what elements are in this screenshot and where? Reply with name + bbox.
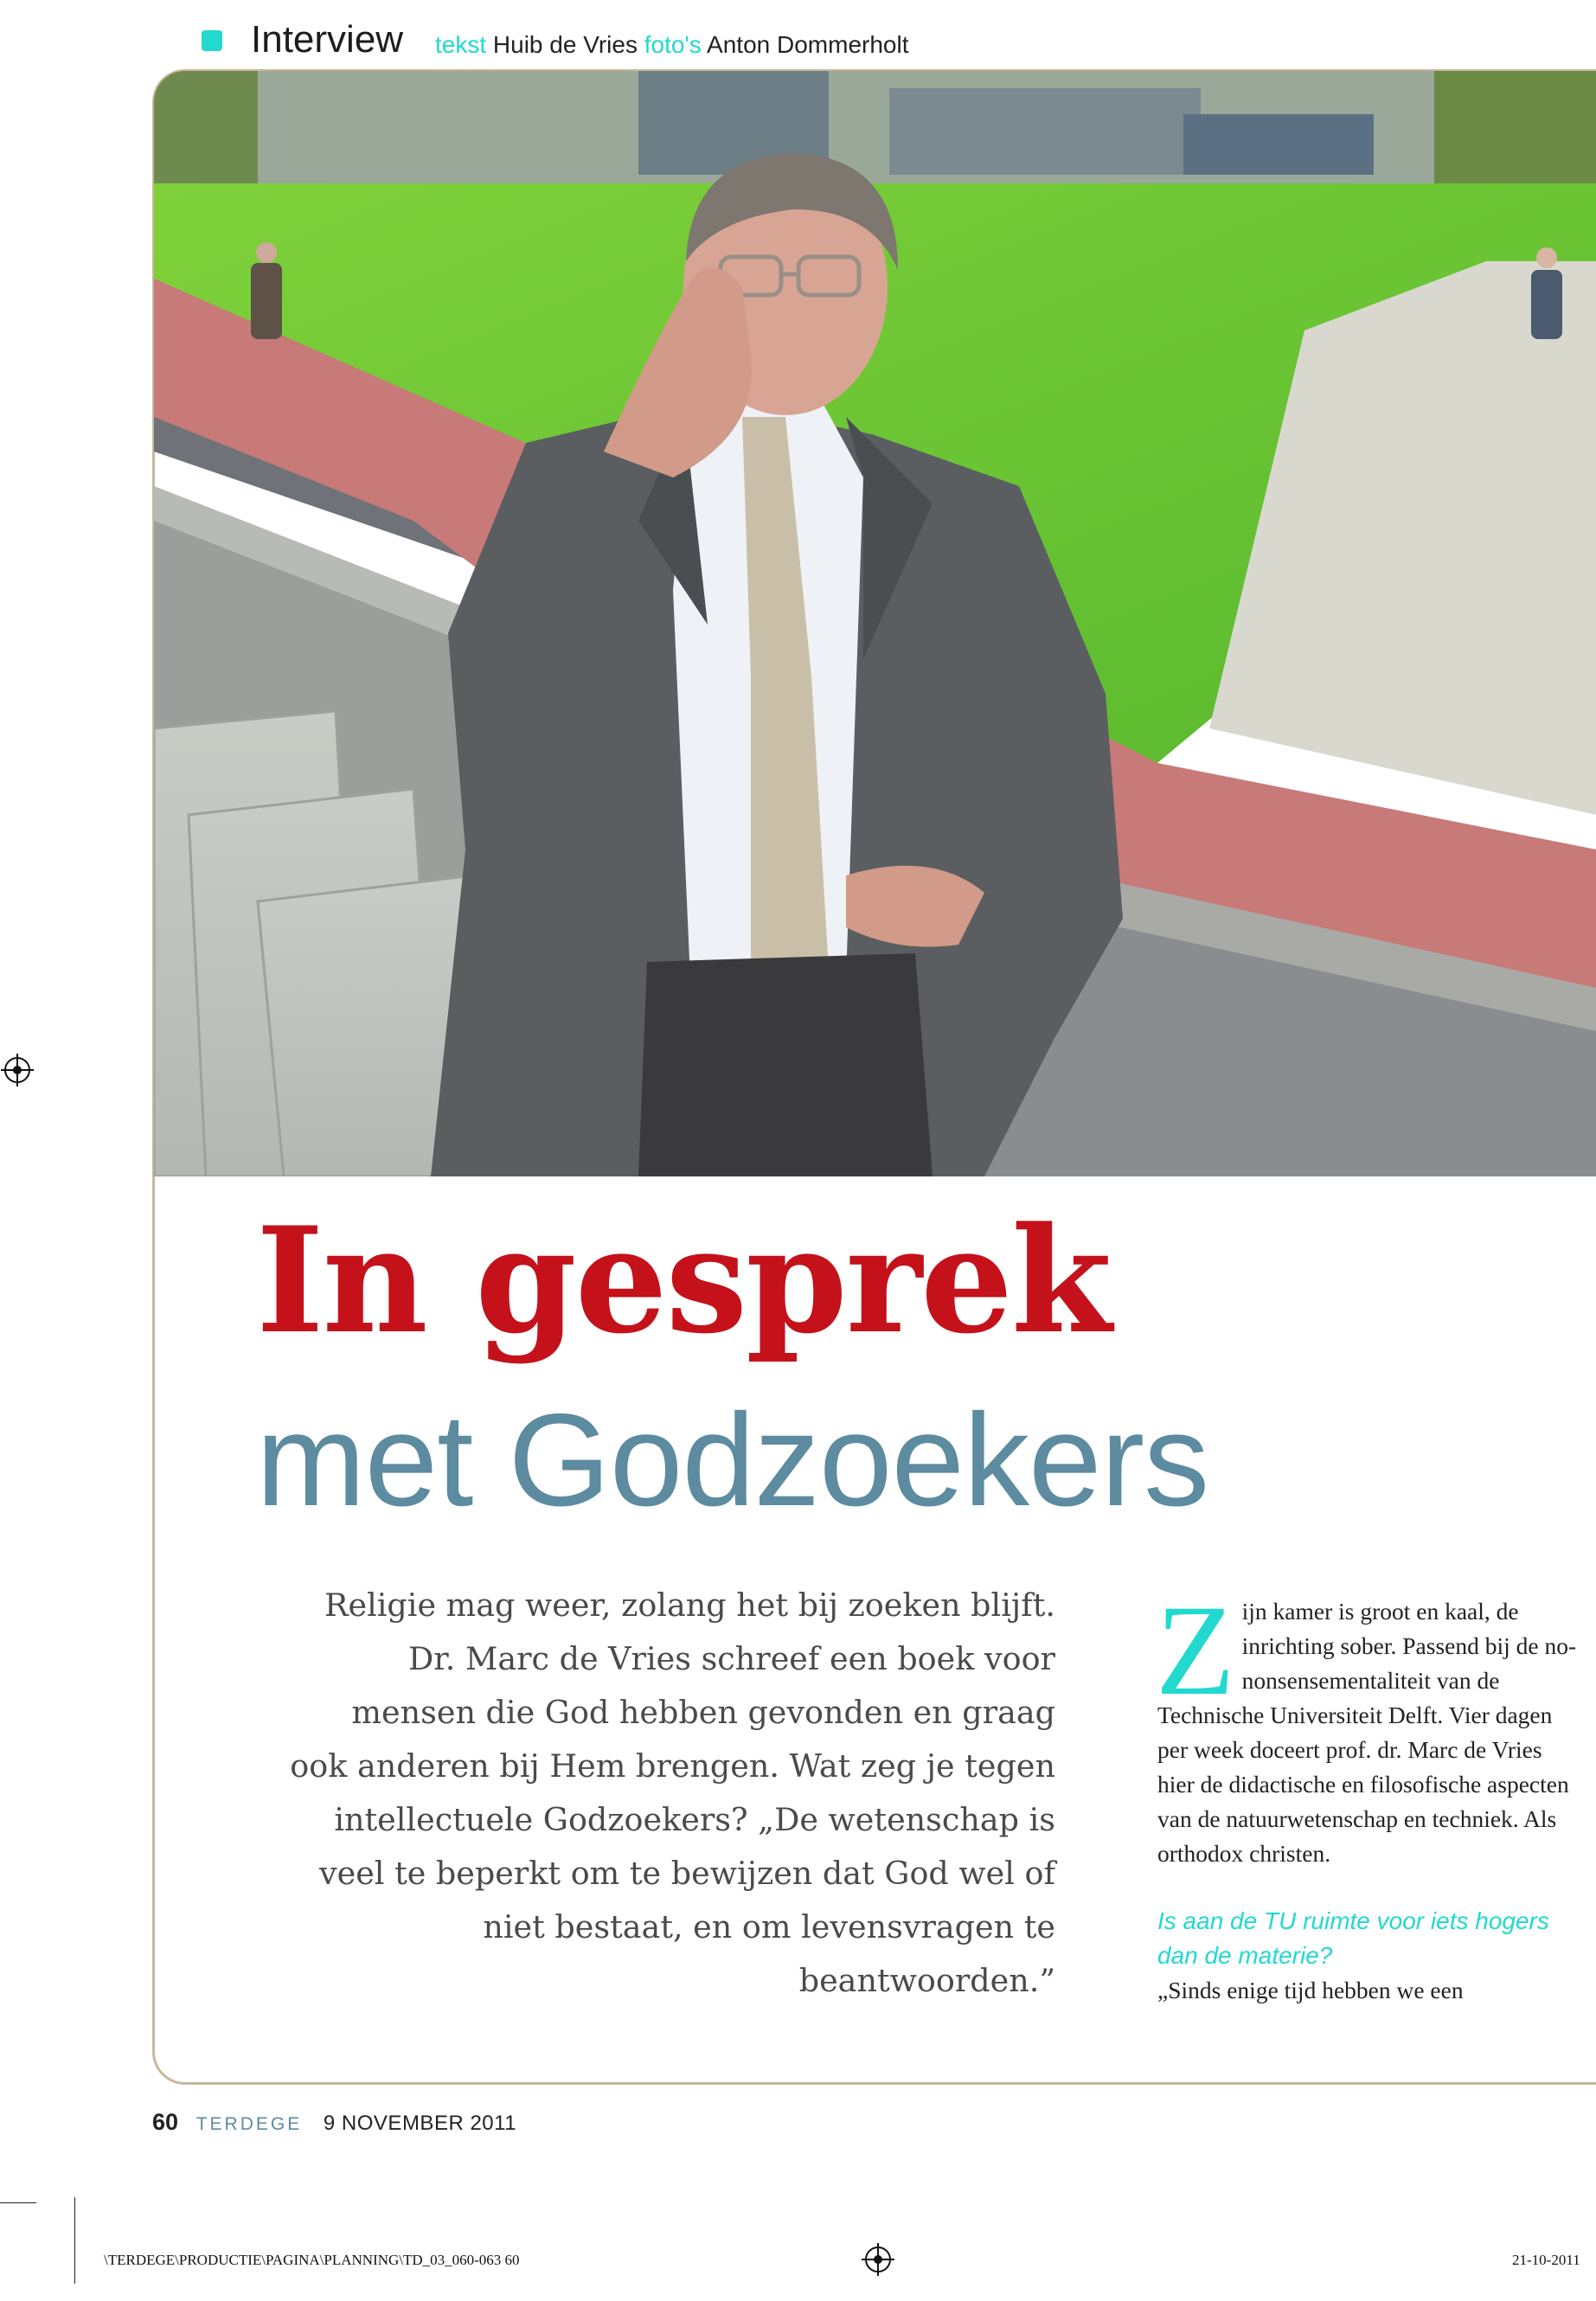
registration-mark-left [4, 1057, 30, 1083]
answer-start: „Sinds enige tijd hebben we een [1157, 1977, 1464, 2003]
crop-mark-horizontal [0, 2202, 36, 2203]
photo-credit-tag: foto's [644, 31, 702, 58]
headline-title: In gesprek [256, 1195, 1111, 1366]
credits [435, 28, 908, 62]
issue-date: 9 NOVEMBER 2011 [323, 2112, 517, 2135]
body-column [1156, 1579, 1579, 2008]
category-label: Interview [251, 18, 404, 61]
text-credit-tag: tekst [435, 31, 487, 58]
print-slug-date: 21-10-2011 [1512, 2252, 1580, 2268]
portrait-photo [154, 71, 1596, 1176]
headline-subtitle: met Godzoekers [256, 1387, 1209, 1534]
author-name: Huib de Vries [492, 31, 638, 58]
crop-mark-vertical [74, 2197, 75, 2284]
page-number: 60 [152, 2109, 179, 2135]
page-footer [152, 2109, 516, 2138]
category-marker [202, 30, 222, 51]
print-slug-path: \TERDEGE\PRODUCTIE\PAGINA\PLANNING\TD_03_060-063 60 [104, 2252, 520, 2268]
magazine-name: TERDEGE [195, 2114, 303, 2134]
drop-cap: Z [1156, 1579, 1235, 1722]
opening-text: ijn kamer is groot en kaal, de inrichting sober. Passend bij de no-nonsensementaliteit van de Technische Universiteit Delft. Vier dagen per week doceert prof. dr. Marc de Vries hier de didactische en filosofische aspecten van de natuurwetenschap en techniek. Als orthodox christen. [1157, 1598, 1577, 1867]
intro-paragraph: Religie mag weer, zolang het bij zoeken blijft. Dr. Marc de Vries schreef een boek voor mensen die God hebben gevonden en graag ook anderen bij Hem brengen. Wat zeg je tegen intellectuele Godzoekers? „De wetenschap is veel te beperkt om te bewijzen dat God wel of niet bestaat, en om levensvragen te beantwoorden.” [290, 1586, 1055, 1999]
interview-question: Is aan de TU ruimte voor iets hogers dan de materie? [1157, 1907, 1549, 1969]
registration-mark-bottom [865, 2247, 891, 2272]
opening-paragraph [1156, 1579, 1579, 1871]
photographer-name: Anton Dommerholt [707, 31, 909, 58]
